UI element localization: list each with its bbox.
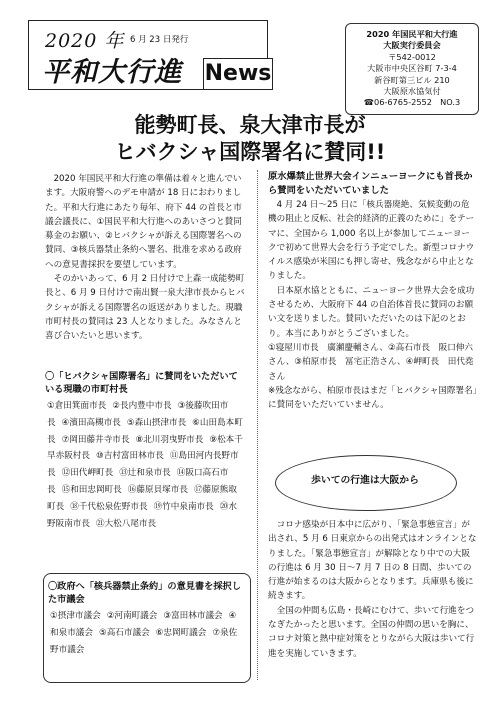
- walk-title: 歩いての行進は大阪から: [311, 475, 419, 486]
- intro-article: [45, 172, 245, 344]
- world-conference-title: 原水爆禁止世界大会インニューヨークにも首長から賛同をいただいていました: [268, 171, 473, 196]
- headline: [0, 112, 500, 166]
- intro-paragraph-1: 2020 年国民平和大行進の準備は着々と進んでいます。大阪府警へのデモ申請が 18 日におわりました。平和大行進にあたり毎年、府下 44 の首長と市議会議長に、①国民平和大行進へのあいさつと賛同募金のお願い、②ヒバクシャが訴える国際署名への賛同、③核兵器禁止条約へ署名、批准を求める政府への意見書採択を要望しています。: [45, 174, 242, 270]
- list-item: ⑲竹中泉南市長: [153, 501, 214, 512]
- council-list: [48, 608, 244, 658]
- list-item: ⑫田代岬町長: [61, 468, 114, 479]
- issue-date: 6 月 23 日発行: [130, 35, 189, 45]
- supporting-mayors: ①寝屋川市長 廣瀬慶輔さん、②高石市長 阪口伸六さん、③柏原市長 冨宅正浩さん、④岬町長 田代堯さん: [268, 342, 474, 382]
- org-phone: ☎06-6765-2552 NO.3: [363, 97, 461, 108]
- list-item: ⑤高石市議会: [98, 627, 150, 638]
- list-item: ⑥山田島本町長: [47, 417, 243, 445]
- world-conference-paragraph-1: 4 月 24 日～25 日に「核兵器廃絶、気候変動の危機の阻止と反転、社会的経済的正義のために」をテーマに、全国から 1,000 名以上が参加してニューヨークで初めて世界大会を行う予定でした。新型コロナウイルス感染が米国にも押し寄せ、残念ながら中止となりました。: [268, 200, 475, 282]
- org-event: 2020 年国民平和大行進: [366, 29, 458, 39]
- list-item: ④濱田高槻市長: [61, 417, 121, 428]
- publisher-box: [345, 23, 479, 115]
- list-item: ⑧北川羽曳野市長: [135, 434, 204, 445]
- mayor-list-section: [45, 370, 245, 532]
- list-item: ⑥忠岡町議会: [155, 627, 207, 638]
- list-item: ⑨松本千早赤阪村長: [47, 434, 243, 462]
- list-item: ⑯藤原貝塚市長: [127, 484, 188, 495]
- list-item: ④和泉市議会: [50, 611, 237, 638]
- walk-article: [268, 518, 478, 661]
- list-item: ⑤森山摂津市長: [126, 417, 187, 428]
- list-item: ⑬辻和泉市長: [119, 468, 171, 479]
- org-care-of: 大阪原水協気付: [383, 86, 441, 97]
- list-item: ㉑大松八尾市長: [95, 518, 157, 529]
- headline-line-1: 能勢町長、泉大津市長が: [134, 113, 366, 137]
- list-item: ②長内豊中市長: [112, 401, 172, 411]
- column-divider: [257, 170, 258, 680]
- world-conference-paragraph-2: 日本原水協とともに、ニューヨーク世界大会を成功させるため、大阪府下 44 の自治体首長に賛同のお願い文を送りました。賛同いただいたのは下記のとおり。本当にありがとうございました。: [268, 285, 475, 339]
- note: ※残念ながら、柏原市長はまだ「ヒバクシャ国際署名」に賛同をいただいていません。: [268, 385, 477, 411]
- list-item: ⑱千代松泉佐野市長: [70, 501, 148, 512]
- mayor-list: [45, 398, 245, 532]
- world-conference-article: [268, 170, 478, 412]
- list-item: ⑰藤原熊取町長: [47, 484, 237, 512]
- council-list-section: [48, 580, 244, 658]
- newsletter-title: 平和大行進: [42, 57, 182, 88]
- mayor-list-title: 〇「ヒバクシャ国際署名」に賛同をいただいている現職の市町村長: [45, 371, 238, 395]
- list-item: ⑦泉佐野市議会: [50, 627, 238, 655]
- org-postal: 〒542-0012: [388, 51, 436, 62]
- walk-paragraph-2: 全国の仲間も広島・長崎にむけて、歩いて行進をつなぎたかったと思います。全国の仲間の思いを胸に、コロナ対策と熱中症対策をとりながら大阪は歩いて行進を実施していきます。: [268, 605, 475, 659]
- list-item: ⑮和田忠岡町長: [61, 484, 122, 495]
- year-title: 2020 年: [45, 30, 125, 52]
- list-item: ⑪島田河内長野市長: [47, 451, 239, 479]
- org-building: 新谷町第三ビル 210: [374, 74, 450, 85]
- list-item: ①摂津市議会: [50, 611, 101, 621]
- list-item: ②河南町議会: [106, 611, 158, 621]
- list-item: ⑦岡田藤井寺市長: [61, 434, 130, 445]
- list-item: ③富田林市議会: [163, 611, 223, 621]
- council-list-title: 〇政府へ「核兵器禁止条約」の意見書を採択した市議会: [48, 581, 241, 605]
- list-item: ③後藤吹田市長: [47, 401, 229, 428]
- org-name: 大阪実行委員会: [383, 40, 441, 51]
- org-address: 大阪市中央区谷町 7-3-4: [367, 63, 457, 74]
- intro-paragraph-2: そのかいあって、6 月 2 日付けで上森一成能勢町長と、6 月 9 日付けで南出賢一泉大津市長からヒバクシャが訴える国際署名の返送がありました。現職市町村長の賛同は 23 人となりました。みなさんと喜び合いたいと思います。: [45, 274, 245, 342]
- list-item: ⑭阪口高石市長: [47, 468, 229, 495]
- list-item: ⑩吉村富田林市長: [95, 451, 164, 462]
- headline-line-2: ヒバクシャ国際署名に賛同!!: [114, 140, 386, 164]
- news-label: News: [203, 58, 273, 90]
- walk-paragraph-1: コロナ感染が日本中に広がり、「緊急事態宣言」が出され、5 月 6 日東京からの出発式はオンラインとなりました。「緊急事態宣言」が解除となり中での大阪の行進は 6 月 30 日～7 月 7 日の 8 日間、歩いての行進が始まるのは大阪からとなります。兵庫県も後に続きます。: [268, 520, 477, 602]
- list-item: ①倉田箕面市長: [47, 401, 107, 411]
- list-item: ⑳水野阪南市長: [47, 501, 237, 529]
